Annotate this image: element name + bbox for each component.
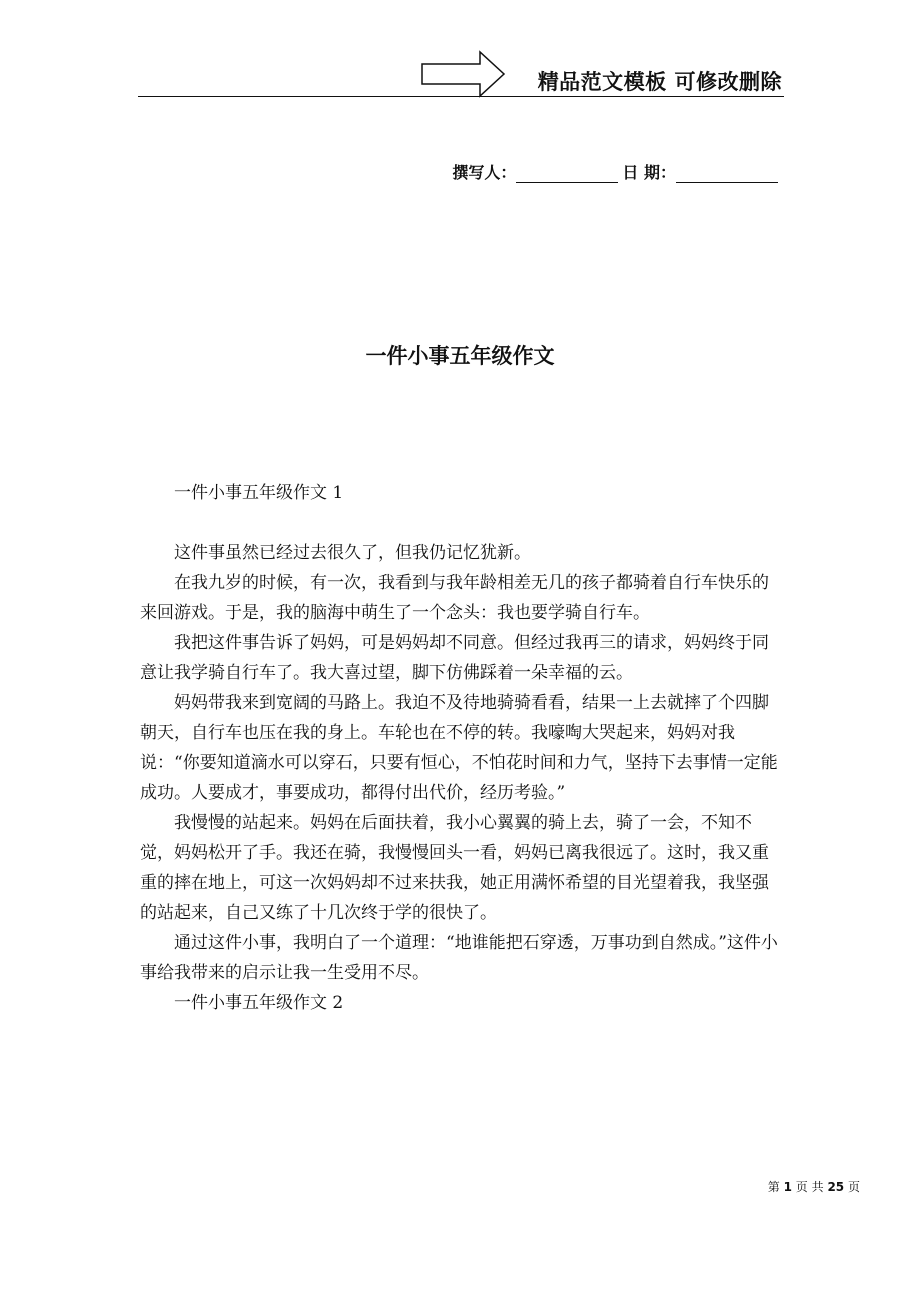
author-label: 撰写人：	[452, 163, 517, 182]
page-suffix: 页	[847, 1180, 860, 1194]
paragraph: 通过这件小事，我明白了一个道理：“地谁能把石穿透，万事功到自然成。”这件小事给我带来的启示让我一生受用不尽。	[140, 933, 778, 983]
document-title: 一件小事五年级作文	[365, 344, 555, 368]
date-label: 日 期：	[622, 163, 676, 182]
paragraph: 这件事虽然已经过去很久了，但我仍记忆犹新。	[174, 543, 531, 563]
author-date-row	[452, 160, 782, 183]
paragraph: 在我九岁的时候，有一次，我看到与我年龄相差无几的孩子都骑着自行车快乐的来回游戏。于是，我的脑海中萌生了一个念头：我也要学骑自行车。	[140, 573, 769, 623]
section-heading-2: 一件小事五年级作文 2	[174, 993, 344, 1013]
page-middle: 页 共	[795, 1180, 824, 1194]
author-blank	[516, 164, 618, 183]
header-title: 精品范文模板 可修改删除	[537, 70, 782, 94]
document-body	[140, 478, 782, 1018]
current-page: 1	[783, 1180, 792, 1194]
right-arrow-icon	[420, 50, 506, 98]
paragraph: 妈妈带我来到宽阔的马路上。我迫不及待地骑骑看看，结果一上去就摔了个四脚朝天，自行车也压在我的身上。车轮也在不停的转。我嚎啕大哭起来，妈妈对我说：“你要知道滴水可以穿石，只要有恒心，不怕花时间和力气，坚持下去事情一定能成功。人要成才，事要成功，都得付出代价，经历考验。”	[140, 693, 778, 803]
page-prefix: 第	[767, 1180, 780, 1194]
date-blank	[676, 164, 778, 183]
paragraph: 我把这件事告诉了妈妈，可是妈妈却不同意。但经过我再三的请求，妈妈终于同意让我学骑自行车了。我大喜过望，脚下仿佛踩着一朵幸福的云。	[140, 633, 769, 683]
header-divider	[138, 96, 784, 97]
paragraph: 我慢慢的站起来。妈妈在后面扶着，我小心翼翼的骑上去，骑了一会，不知不觉，妈妈松开了手。我还在骑，我慢慢回头一看，妈妈已离我很远了。这时，我又重重的摔在地上，可这一次妈妈却不过来扶我，她正用满怀希望的目光望着我，我坚强的站起来，自己又练了十几次终于学的很快了。	[140, 813, 769, 923]
page-number	[768, 1178, 860, 1195]
total-pages: 25	[827, 1180, 845, 1194]
section-heading-1: 一件小事五年级作文 1	[174, 483, 344, 503]
